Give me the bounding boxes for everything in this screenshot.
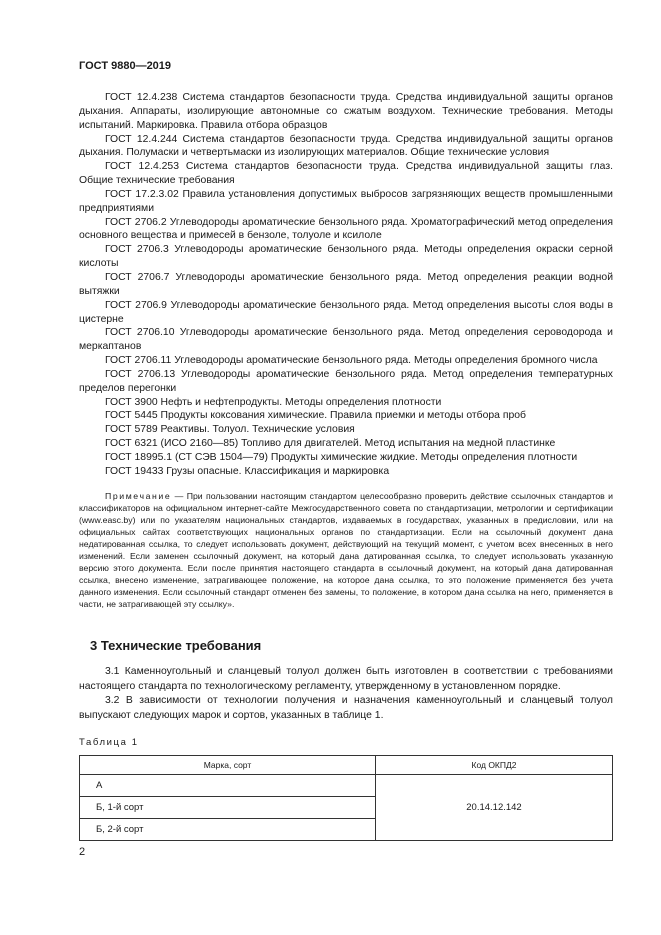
clause-paragraph: 3.2 В зависимости от технологии получения и назначения каменноугольный и сланцевый толуол выпускают следующих марок и сортов, указанных в таблице 1. [79, 695, 613, 721]
okpd2-code-cell: 20.14.12.142 [376, 775, 613, 841]
reference-item: ГОСТ 19433 Грузы опасные. Классификация и маркировка [105, 465, 390, 477]
column-header-okpd2: Код ОКПД2 [376, 756, 613, 775]
reference-item: ГОСТ 2706.13 Углеводороды ароматические бензольного ряда. Метод определения температурных пределов перегонки [79, 368, 613, 394]
note-label: Примечание [105, 491, 172, 501]
reference-item: ГОСТ 2706.11 Углеводороды ароматические бензольного ряда. Методы определения бромного числа [105, 355, 598, 367]
reference-item: ГОСТ 2706.3 Углеводороды ароматические бензольного ряда. Методы определения окраски серной кислоты [79, 244, 613, 270]
grade-cell: Б, 1-й сорт [80, 797, 376, 819]
normative-references [79, 91, 613, 479]
grade-cell: Б, 2-й сорт [80, 819, 376, 841]
note-text: — При пользовании настоящим стандартом целесообразно проверить действие ссылочных стандартов и классификаторов на официальном интернет-сайте Межгосударственного совета по стандартизации, метрологии и сертификации (www.easc.by) или по указателям национальных стандартов, издаваемых в государствах, указанных в предисловии, или на официальных сайтах соответствующих национальных органов по стандартизации. Если на ссылочный документ дана недатированная ссылка, то следует использовать документ, действующий на текущий момент, с учетом всех внесенных в него изменений. Если заменен ссылочный документ, на который дана датированная ссылка, то следует использовать указанную версию этого документа. Если после принятия настоящего стандарта в ссылочный документ, на который дана датированная ссылка, внесено изменение, затрагивающее положение, на которое дана ссылка, то это положение применяется без учета данного изменения. Если ссылочный стандарт отменен без замены, то положение, в котором дана ссылка на него, применяется в части, не затрагивающей эту ссылку». [79, 491, 613, 610]
table-row [80, 775, 613, 797]
page-number: 2 [79, 846, 86, 858]
reference-item: ГОСТ 12.4.238 Система стандартов безопасности труда. Средства индивидуальной защиты органов дыхания. Аппараты, изолирующие автономные со сжатым воздухом. Технические требования. Методы испытаний. Маркировка. Правила отбора образцов [79, 92, 613, 131]
table-caption: Таблица 1 [79, 737, 139, 748]
reference-item: ГОСТ 12.4.244 Система стандартов безопасности труда. Средства индивидуальной защиты органов дыхания. Полумаски и четвертьмаски из изолирующих материалов. Общие технические условия [79, 133, 613, 159]
reference-item: ГОСТ 2706.2 Углеводороды ароматические бензольного ряда. Хроматографический метод определения основного вещества и примесей в бензоле, толуоле и ксилоле [79, 216, 613, 242]
reference-item: ГОСТ 17.2.3.02 Правила установления допустимых выбросов загрязняющих веществ промышленными предприятиями [79, 188, 613, 214]
note-block [79, 490, 613, 610]
reference-item: ГОСТ 5445 Продукты коксования химические. Правила приемки и методы отбора проб [105, 410, 526, 422]
grades-table [79, 755, 613, 841]
reference-item: ГОСТ 18995.1 (СТ СЭВ 1504—79) Продукты химические жидкие. Методы определения плотности [105, 451, 578, 463]
reference-item: ГОСТ 2706.9 Углеводороды ароматические бензольного ряда. Метод определения высоты слоя воды в цистерне [79, 299, 613, 325]
note-paragraph [79, 490, 613, 610]
document-header: ГОСТ 9880—2019 [79, 60, 172, 72]
reference-item: ГОСТ 12.4.253 Система стандартов безопасности труда. Средства индивидуальной защиты глаз. Общие технические требования [79, 161, 613, 187]
section-body [79, 665, 613, 723]
reference-item: ГОСТ 6321 (ИСО 2160—85) Топливо для двигателей. Метод испытания на медной пластинке [105, 438, 556, 450]
reference-item: ГОСТ 5789 Реактивы. Толуол. Технические условия [105, 424, 355, 436]
clause-paragraph: 3.1 Каменноугольный и сланцевый толуол должен быть изготовлен в соответствии с требованиями настоящего стандарта по технологическому регламенту, утвержденному в установленном порядке. [79, 666, 613, 692]
reference-item: ГОСТ 2706.10 Углеводороды ароматические бензольного ряда. Метод определения сероводорода и меркаптанов [79, 327, 613, 353]
column-header-grade: Марка, сорт [80, 756, 376, 775]
reference-item: ГОСТ 2706.7 Углеводороды ароматические бензольного ряда. Метод определения реакции водной вытяжки [79, 271, 613, 297]
table-header-row [80, 756, 613, 775]
grade-cell: А [80, 775, 376, 797]
reference-item: ГОСТ 3900 Нефть и нефтепродукты. Методы определения плотности [105, 396, 442, 408]
section-heading: 3 Технические требования [90, 638, 262, 653]
